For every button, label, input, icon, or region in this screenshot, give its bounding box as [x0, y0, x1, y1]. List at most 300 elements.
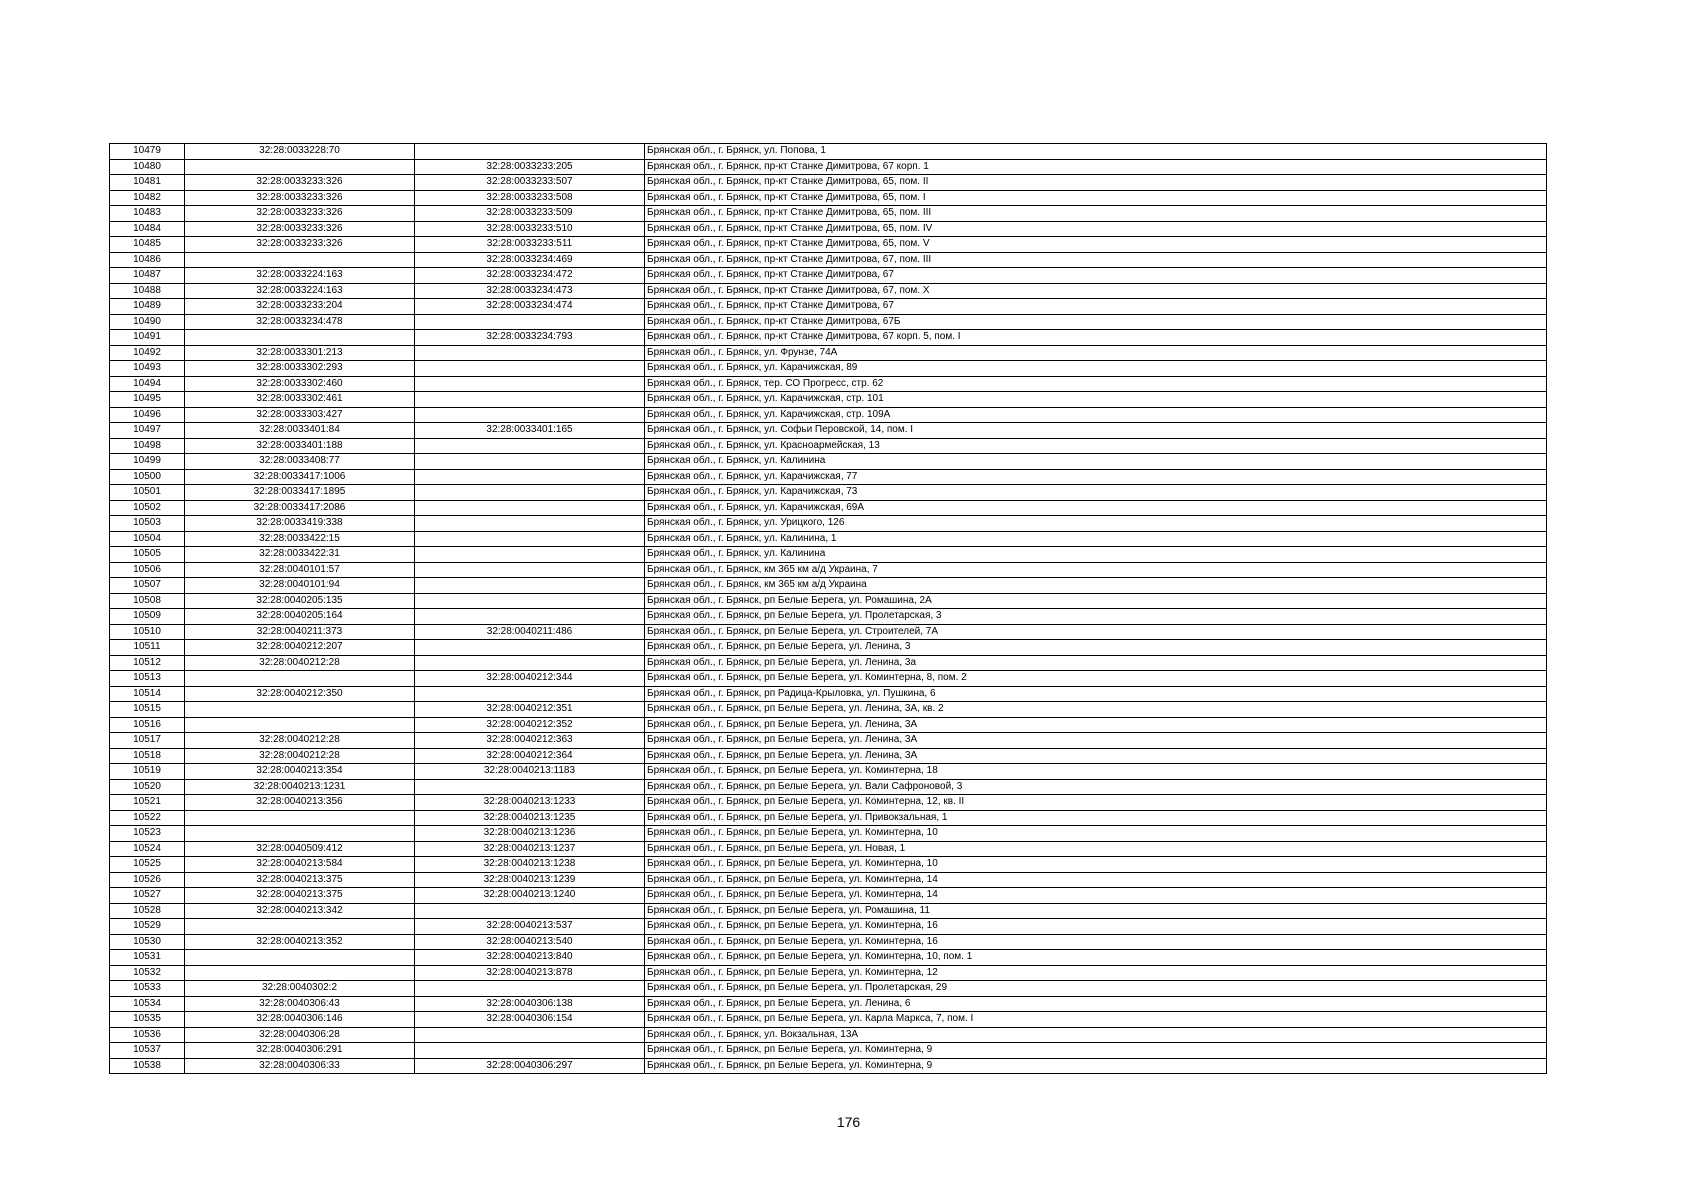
cadastral-number-cell: 32:28:0033234:474: [415, 299, 645, 315]
row-number-cell: 10525: [110, 857, 185, 873]
row-number-cell: 10487: [110, 268, 185, 284]
parent-cadastral-cell: 32:28:0040205:164: [185, 609, 415, 625]
address-cell: Брянская обл., г. Брянск, рп Белые Берега, ул. Ромашина, 11: [645, 903, 1547, 919]
row-number-cell: 10514: [110, 686, 185, 702]
cadastral-number-cell: 32:28:0040211:486: [415, 624, 645, 640]
address-cell: Брянская обл., г. Брянск, рп Белые Берега, ул. Новая, 1: [645, 841, 1547, 857]
address-cell: Брянская обл., г. Брянск, пр-кт Станке Димитрова, 67, пом. III: [645, 252, 1547, 268]
row-number-cell: 10521: [110, 795, 185, 811]
parent-cadastral-cell: 32:28:0033233:326: [185, 221, 415, 237]
cadastral-number-cell: [415, 686, 645, 702]
address-cell: Брянская обл., г. Брянск, тер. СО Прогресс, стр. 62: [645, 376, 1547, 392]
address-cell: Брянская обл., г. Брянск, ул. Калинина: [645, 454, 1547, 470]
table-row: [110, 547, 1547, 563]
table-row: [110, 485, 1547, 501]
address-cell: Брянская обл., г. Брянск, ул. Красноармейская, 13: [645, 438, 1547, 454]
address-cell: Брянская обл., г. Брянск, рп Белые Берега, ул. Ленина, 3А: [645, 748, 1547, 764]
row-number-cell: 10536: [110, 1027, 185, 1043]
address-cell: Брянская обл., г. Брянск, км 365 км а/д Украина: [645, 578, 1547, 594]
table-row: [110, 640, 1547, 656]
table-row: [110, 407, 1547, 423]
address-cell: Брянская обл., г. Брянск, ул. Вокзальная, 13А: [645, 1027, 1547, 1043]
parent-cadastral-cell: 32:28:0040306:28: [185, 1027, 415, 1043]
parent-cadastral-cell: 32:28:0040212:28: [185, 733, 415, 749]
parent-cadastral-cell: 32:28:0033422:15: [185, 531, 415, 547]
address-cell: Брянская обл., г. Брянск, ул. Карачижская, 77: [645, 469, 1547, 485]
parent-cadastral-cell: 32:28:0040101:57: [185, 562, 415, 578]
cadastral-number-cell: 32:28:0040213:1239: [415, 872, 645, 888]
address-cell: Брянская обл., г. Брянск, рп Белые Берега, ул. Привокзальная, 1: [645, 810, 1547, 826]
parent-cadastral-cell: 32:28:0040306:291: [185, 1043, 415, 1059]
parent-cadastral-cell: 32:28:0040212:207: [185, 640, 415, 656]
cadastral-number-cell: 32:28:0033233:509: [415, 206, 645, 222]
address-cell: Брянская обл., г. Брянск, ул. Карачижская, 73: [645, 485, 1547, 501]
row-number-cell: 10496: [110, 407, 185, 423]
parent-cadastral-cell: 32:28:0033302:293: [185, 361, 415, 377]
address-cell: Брянская обл., г. Брянск, рп Белые Берега, ул. Коминтерна, 12, кв. II: [645, 795, 1547, 811]
row-number-cell: 10520: [110, 779, 185, 795]
address-cell: Брянская обл., г. Брянск, ул. Калинина, 1: [645, 531, 1547, 547]
cadastral-number-cell: 32:28:0033234:473: [415, 283, 645, 299]
row-number-cell: 10518: [110, 748, 185, 764]
cadastral-number-cell: 32:28:0040213:540: [415, 934, 645, 950]
row-number-cell: 10501: [110, 485, 185, 501]
table-row: [110, 237, 1547, 253]
row-number-cell: 10513: [110, 671, 185, 687]
table-row: [110, 1058, 1547, 1074]
parent-cadastral-cell: 32:28:0040205:135: [185, 593, 415, 609]
table-row: [110, 221, 1547, 237]
table-row: [110, 888, 1547, 904]
address-cell: Брянская обл., г. Брянск, рп Белые Берега, ул. Ленина, 3А: [645, 733, 1547, 749]
parent-cadastral-cell: 32:28:0033233:326: [185, 175, 415, 191]
table-row: [110, 516, 1547, 532]
parent-cadastral-cell: [185, 252, 415, 268]
row-number-cell: 10482: [110, 190, 185, 206]
parent-cadastral-cell: 32:28:0040306:146: [185, 1012, 415, 1028]
address-cell: Брянская обл., г. Брянск, км 365 км а/д Украина, 7: [645, 562, 1547, 578]
table-row: [110, 361, 1547, 377]
parent-cadastral-cell: 32:28:0033224:163: [185, 283, 415, 299]
cadastral-number-cell: [415, 640, 645, 656]
table-row: [110, 438, 1547, 454]
row-number-cell: 10538: [110, 1058, 185, 1074]
row-number-cell: 10515: [110, 702, 185, 718]
address-cell: Брянская обл., г. Брянск, пр-кт Станке Димитрова, 67: [645, 299, 1547, 315]
cadastral-number-cell: [415, 531, 645, 547]
parent-cadastral-cell: 32:28:0040306:43: [185, 996, 415, 1012]
parent-cadastral-cell: [185, 965, 415, 981]
row-number-cell: 10505: [110, 547, 185, 563]
address-cell: Брянская обл., г. Брянск, рп Белые Берега, ул. Коминтерна, 18: [645, 764, 1547, 780]
address-cell: Брянская обл., г. Брянск, рп Белые Берега, ул. Ленина, 3а: [645, 655, 1547, 671]
table-row: [110, 671, 1547, 687]
cadastral-number-cell: 32:28:0040213:537: [415, 919, 645, 935]
address-cell: Брянская обл., г. Брянск, рп Белые Берега, ул. Коминтерна, 16: [645, 934, 1547, 950]
address-cell: Брянская обл., г. Брянск, пр-кт Станке Димитрова, 67, пом. X: [645, 283, 1547, 299]
row-number-cell: 10484: [110, 221, 185, 237]
cadastral-number-cell: 32:28:0040213:1237: [415, 841, 645, 857]
address-cell: Брянская обл., г. Брянск, рп Белые Берега, ул. Вали Сафроновой, 3: [645, 779, 1547, 795]
address-cell: Брянская обл., г. Брянск, ул. Карачижская, 69А: [645, 500, 1547, 516]
row-number-cell: 10534: [110, 996, 185, 1012]
cadastral-number-cell: 32:28:0040212:351: [415, 702, 645, 718]
row-number-cell: 10504: [110, 531, 185, 547]
table-row: [110, 531, 1547, 547]
row-number-cell: 10483: [110, 206, 185, 222]
row-number-cell: 10512: [110, 655, 185, 671]
row-number-cell: 10516: [110, 717, 185, 733]
table-row: [110, 423, 1547, 439]
table-row: [110, 392, 1547, 408]
row-number-cell: 10507: [110, 578, 185, 594]
table-row: [110, 919, 1547, 935]
cadastral-number-cell: 32:28:0040212:344: [415, 671, 645, 687]
address-cell: Брянская обл., г. Брянск, пр-кт Станке Димитрова, 65, пом. V: [645, 237, 1547, 253]
address-cell: Брянская обл., г. Брянск, рп Белые Берега, ул. Коминтерна, 10: [645, 857, 1547, 873]
cadastral-number-cell: [415, 376, 645, 392]
row-number-cell: 10524: [110, 841, 185, 857]
address-cell: Брянская обл., г. Брянск, пр-кт Станке Димитрова, 65, пом. III: [645, 206, 1547, 222]
table-row: [110, 345, 1547, 361]
parent-cadastral-cell: [185, 826, 415, 842]
cadastral-number-cell: [415, 438, 645, 454]
row-number-cell: 10481: [110, 175, 185, 191]
address-cell: Брянская обл., г. Брянск, рп Белые Берега, ул. Коминтерна, 9: [645, 1043, 1547, 1059]
table-row: [110, 841, 1547, 857]
address-cell: Брянская обл., г. Брянск, рп Белые Берега, ул. Коминтерна, 10, пом. 1: [645, 950, 1547, 966]
cadastral-number-cell: 32:28:0040306:154: [415, 1012, 645, 1028]
parent-cadastral-cell: [185, 810, 415, 826]
table-row: [110, 903, 1547, 919]
parent-cadastral-cell: 32:28:0033233:326: [185, 190, 415, 206]
cadastral-number-cell: [415, 454, 645, 470]
cadastral-number-cell: 32:28:0040213:1233: [415, 795, 645, 811]
property-table: [109, 143, 1547, 1074]
cadastral-number-cell: [415, 500, 645, 516]
address-cell: Брянская обл., г. Брянск, пр-кт Станке Димитрова, 65, пом. I: [645, 190, 1547, 206]
address-cell: Брянская обл., г. Брянск, рп Белые Берега, ул. Ленина, 3А, кв. 2: [645, 702, 1547, 718]
cadastral-number-cell: 32:28:0033234:472: [415, 268, 645, 284]
parent-cadastral-cell: 32:28:0033408:77: [185, 454, 415, 470]
table-row: [110, 655, 1547, 671]
row-number-cell: 10506: [110, 562, 185, 578]
table-row: [110, 686, 1547, 702]
table-row: [110, 733, 1547, 749]
address-cell: Брянская обл., г. Брянск, ул. Софьи Перовской, 14, пом. I: [645, 423, 1547, 439]
row-number-cell: 10511: [110, 640, 185, 656]
table-row: [110, 702, 1547, 718]
address-cell: Брянская обл., г. Брянск, рп Белые Берега, ул. Коминтерна, 10: [645, 826, 1547, 842]
address-cell: Брянская обл., г. Брянск, пр-кт Станке Димитрова, 67Б: [645, 314, 1547, 330]
parent-cadastral-cell: 32:28:0033234:478: [185, 314, 415, 330]
address-cell: Брянская обл., г. Брянск, рп Радица-Крыловка, ул. Пушкина, 6: [645, 686, 1547, 702]
row-number-cell: 10503: [110, 516, 185, 532]
cadastral-number-cell: [415, 547, 645, 563]
cadastral-number-cell: [415, 903, 645, 919]
address-cell: Брянская обл., г. Брянск, пр-кт Станке Димитрова, 67: [645, 268, 1547, 284]
cadastral-number-cell: 32:28:0040306:297: [415, 1058, 645, 1074]
cadastral-number-cell: [415, 609, 645, 625]
address-cell: Брянская обл., г. Брянск, ул. Карачижская, 89: [645, 361, 1547, 377]
table-row: [110, 454, 1547, 470]
cadastral-number-cell: 32:28:0033401:165: [415, 423, 645, 439]
row-number-cell: 10532: [110, 965, 185, 981]
table-row: [110, 314, 1547, 330]
cadastral-number-cell: [415, 562, 645, 578]
parent-cadastral-cell: 32:28:0033224:163: [185, 268, 415, 284]
row-number-cell: 10492: [110, 345, 185, 361]
table-row: [110, 1027, 1547, 1043]
table-row: [110, 1012, 1547, 1028]
row-number-cell: 10527: [110, 888, 185, 904]
cadastral-number-cell: 32:28:0033233:508: [415, 190, 645, 206]
parent-cadastral-cell: 32:28:0040212:350: [185, 686, 415, 702]
parent-cadastral-cell: [185, 159, 415, 175]
table-row: [110, 779, 1547, 795]
parent-cadastral-cell: 32:28:0040213:352: [185, 934, 415, 950]
address-cell: Брянская обл., г. Брянск, ул. Фрунзе, 74А: [645, 345, 1547, 361]
parent-cadastral-cell: 32:28:0040213:375: [185, 872, 415, 888]
cadastral-number-cell: 32:28:0033234:793: [415, 330, 645, 346]
row-number-cell: 10486: [110, 252, 185, 268]
table-row: [110, 593, 1547, 609]
cadastral-number-cell: 32:28:0033233:507: [415, 175, 645, 191]
cadastral-number-cell: 32:28:0033234:469: [415, 252, 645, 268]
address-cell: Брянская обл., г. Брянск, пр-кт Станке Димитрова, 65, пом. IV: [645, 221, 1547, 237]
address-cell: Брянская обл., г. Брянск, рп Белые Берега, ул. Коминтерна, 14: [645, 888, 1547, 904]
parent-cadastral-cell: 32:28:0033233:204: [185, 299, 415, 315]
table-body: [110, 144, 1547, 1074]
row-number-cell: 10526: [110, 872, 185, 888]
parent-cadastral-cell: [185, 702, 415, 718]
cadastral-number-cell: 32:28:0040213:840: [415, 950, 645, 966]
parent-cadastral-cell: 32:28:0033302:461: [185, 392, 415, 408]
row-number-cell: 10510: [110, 624, 185, 640]
cadastral-number-cell: 32:28:0040213:1236: [415, 826, 645, 842]
address-cell: Брянская обл., г. Брянск, рп Белые Берега, ул. Ленина, 3А: [645, 717, 1547, 733]
row-number-cell: 10488: [110, 283, 185, 299]
address-cell: Брянская обл., г. Брянск, рп Белые Берега, ул. Коминтерна, 12: [645, 965, 1547, 981]
cadastral-number-cell: [415, 578, 645, 594]
cadastral-number-cell: [415, 779, 645, 795]
table-row: [110, 206, 1547, 222]
cadastral-number-cell: [415, 655, 645, 671]
address-cell: Брянская обл., г. Брянск, ул. Калинина: [645, 547, 1547, 563]
row-number-cell: 10502: [110, 500, 185, 516]
parent-cadastral-cell: 32:28:0040213:375: [185, 888, 415, 904]
parent-cadastral-cell: 32:28:0033302:460: [185, 376, 415, 392]
table-row: [110, 872, 1547, 888]
table-row: [110, 190, 1547, 206]
table-row: [110, 159, 1547, 175]
address-cell: Брянская обл., г. Брянск, ул. Карачижская, стр. 101: [645, 392, 1547, 408]
table-row: [110, 934, 1547, 950]
address-cell: Брянская обл., г. Брянск, пр-кт Станке Димитрова, 67 корп. 5, пом. I: [645, 330, 1547, 346]
address-cell: Брянская обл., г. Брянск, ул. Попова, 1: [645, 144, 1547, 160]
table-row: [110, 469, 1547, 485]
parent-cadastral-cell: [185, 671, 415, 687]
table-row: [110, 268, 1547, 284]
table-row: [110, 748, 1547, 764]
address-cell: Брянская обл., г. Брянск, рп Белые Берега, ул. Коминтерна, 16: [645, 919, 1547, 935]
cadastral-number-cell: [415, 1043, 645, 1059]
cadastral-number-cell: 32:28:0033233:205: [415, 159, 645, 175]
parent-cadastral-cell: 32:28:0040213:342: [185, 903, 415, 919]
page-number: 176: [836, 1114, 861, 1130]
cadastral-number-cell: [415, 981, 645, 997]
parent-cadastral-cell: 32:28:0040509:412: [185, 841, 415, 857]
row-number-cell: 10490: [110, 314, 185, 330]
table-row: [110, 996, 1547, 1012]
cadastral-number-cell: [415, 361, 645, 377]
parent-cadastral-cell: 32:28:0033401:84: [185, 423, 415, 439]
table-row: [110, 299, 1547, 315]
parent-cadastral-cell: 32:28:0033401:188: [185, 438, 415, 454]
address-cell: Брянская обл., г. Брянск, рп Белые Берега, ул. Пролетарская, 3: [645, 609, 1547, 625]
row-number-cell: 10495: [110, 392, 185, 408]
table-row: [110, 252, 1547, 268]
row-number-cell: 10537: [110, 1043, 185, 1059]
cadastral-number-cell: [415, 345, 645, 361]
cadastral-number-cell: 32:28:0040213:1235: [415, 810, 645, 826]
cadastral-number-cell: [415, 516, 645, 532]
row-number-cell: 10491: [110, 330, 185, 346]
address-cell: Брянская обл., г. Брянск, ул. Урицкого, 126: [645, 516, 1547, 532]
cadastral-number-cell: [415, 144, 645, 160]
row-number-cell: 10479: [110, 144, 185, 160]
parent-cadastral-cell: 32:28:0033417:1895: [185, 485, 415, 501]
parent-cadastral-cell: 32:28:0040212:28: [185, 655, 415, 671]
table-row: [110, 717, 1547, 733]
address-cell: Брянская обл., г. Брянск, рп Белые Берега, ул. Ромашина, 2А: [645, 593, 1547, 609]
parent-cadastral-cell: 32:28:0040213:584: [185, 857, 415, 873]
cadastral-number-cell: 32:28:0033233:510: [415, 221, 645, 237]
row-number-cell: 10500: [110, 469, 185, 485]
row-number-cell: 10530: [110, 934, 185, 950]
table-row: [110, 764, 1547, 780]
table-row: [110, 1043, 1547, 1059]
parent-cadastral-cell: 32:28:0033417:2086: [185, 500, 415, 516]
parent-cadastral-cell: 32:28:0033417:1006: [185, 469, 415, 485]
table-row: [110, 981, 1547, 997]
address-cell: Брянская обл., г. Брянск, пр-кт Станке Димитрова, 67 корп. 1: [645, 159, 1547, 175]
parent-cadastral-cell: 32:28:0040213:354: [185, 764, 415, 780]
address-cell: Брянская обл., г. Брянск, рп Белые Берега, ул. Коминтерна, 8, пом. 2: [645, 671, 1547, 687]
table-row: [110, 795, 1547, 811]
parent-cadastral-cell: 32:28:0033422:31: [185, 547, 415, 563]
address-cell: Брянская обл., г. Брянск, рп Белые Берега, ул. Ленина, 6: [645, 996, 1547, 1012]
row-number-cell: 10528: [110, 903, 185, 919]
table-row: [110, 857, 1547, 873]
table-row: [110, 624, 1547, 640]
table-row: [110, 826, 1547, 842]
row-number-cell: 10531: [110, 950, 185, 966]
row-number-cell: 10522: [110, 810, 185, 826]
table-row: [110, 376, 1547, 392]
parent-cadastral-cell: 32:28:0040211:373: [185, 624, 415, 640]
parent-cadastral-cell: [185, 330, 415, 346]
table-row: [110, 609, 1547, 625]
cadastral-number-cell: [415, 469, 645, 485]
table-row: [110, 330, 1547, 346]
table-row: [110, 500, 1547, 516]
row-number-cell: 10517: [110, 733, 185, 749]
parent-cadastral-cell: [185, 717, 415, 733]
row-number-cell: 10519: [110, 764, 185, 780]
table-row: [110, 965, 1547, 981]
table-row: [110, 175, 1547, 191]
row-number-cell: 10480: [110, 159, 185, 175]
address-cell: Брянская обл., г. Брянск, ул. Карачижская, стр. 109А: [645, 407, 1547, 423]
cadastral-number-cell: [415, 593, 645, 609]
cadastral-number-cell: 32:28:0040212:363: [415, 733, 645, 749]
cadastral-number-cell: 32:28:0040212:364: [415, 748, 645, 764]
parent-cadastral-cell: 32:28:0033419:338: [185, 516, 415, 532]
address-cell: Брянская обл., г. Брянск, рп Белые Берега, ул. Пролетарская, 29: [645, 981, 1547, 997]
table-row: [110, 144, 1547, 160]
parent-cadastral-cell: 32:28:0040212:28: [185, 748, 415, 764]
cadastral-number-cell: 32:28:0040213:1238: [415, 857, 645, 873]
parent-cadastral-cell: 32:28:0033233:326: [185, 206, 415, 222]
address-cell: Брянская обл., г. Брянск, рп Белые Берега, ул. Коминтерна, 9: [645, 1058, 1547, 1074]
table-row: [110, 810, 1547, 826]
address-cell: Брянская обл., г. Брянск, рп Белые Берега, ул. Ленина, 3: [645, 640, 1547, 656]
cadastral-number-cell: [415, 407, 645, 423]
row-number-cell: 10494: [110, 376, 185, 392]
cadastral-number-cell: 32:28:0040306:138: [415, 996, 645, 1012]
row-number-cell: 10489: [110, 299, 185, 315]
cadastral-number-cell: 32:28:0040213:1183: [415, 764, 645, 780]
parent-cadastral-cell: 32:28:0033303:427: [185, 407, 415, 423]
row-number-cell: 10508: [110, 593, 185, 609]
parent-cadastral-cell: 32:28:0040213:356: [185, 795, 415, 811]
cadastral-number-cell: [415, 392, 645, 408]
address-cell: Брянская обл., г. Брянск, рп Белые Берега, ул. Карла Маркса, 7, пом. I: [645, 1012, 1547, 1028]
row-number-cell: 10499: [110, 454, 185, 470]
parent-cadastral-cell: [185, 919, 415, 935]
parent-cadastral-cell: [185, 950, 415, 966]
parent-cadastral-cell: 32:28:0033301:213: [185, 345, 415, 361]
table-row: [110, 578, 1547, 594]
row-number-cell: 10498: [110, 438, 185, 454]
parent-cadastral-cell: 32:28:0033233:326: [185, 237, 415, 253]
row-number-cell: 10493: [110, 361, 185, 377]
row-number-cell: 10535: [110, 1012, 185, 1028]
row-number-cell: 10523: [110, 826, 185, 842]
row-number-cell: 10529: [110, 919, 185, 935]
address-cell: Брянская обл., г. Брянск, пр-кт Станке Димитрова, 65, пом. II: [645, 175, 1547, 191]
parent-cadastral-cell: 32:28:0033228:70: [185, 144, 415, 160]
cadastral-number-cell: [415, 485, 645, 501]
row-number-cell: 10509: [110, 609, 185, 625]
cadastral-number-cell: 32:28:0040213:878: [415, 965, 645, 981]
cadastral-number-cell: 32:28:0033233:511: [415, 237, 645, 253]
address-cell: Брянская обл., г. Брянск, рп Белые Берега, ул. Строителей, 7А: [645, 624, 1547, 640]
table-row: [110, 950, 1547, 966]
cadastral-number-cell: 32:28:0040212:352: [415, 717, 645, 733]
row-number-cell: 10497: [110, 423, 185, 439]
cadastral-number-cell: 32:28:0040213:1240: [415, 888, 645, 904]
row-number-cell: 10533: [110, 981, 185, 997]
row-number-cell: 10485: [110, 237, 185, 253]
parent-cadastral-cell: 32:28:0040306:33: [185, 1058, 415, 1074]
address-cell: Брянская обл., г. Брянск, рп Белые Берега, ул. Коминтерна, 14: [645, 872, 1547, 888]
parent-cadastral-cell: 32:28:0040213:1231: [185, 779, 415, 795]
parent-cadastral-cell: 32:28:0040101:94: [185, 578, 415, 594]
cadastral-number-cell: [415, 314, 645, 330]
table-row: [110, 283, 1547, 299]
